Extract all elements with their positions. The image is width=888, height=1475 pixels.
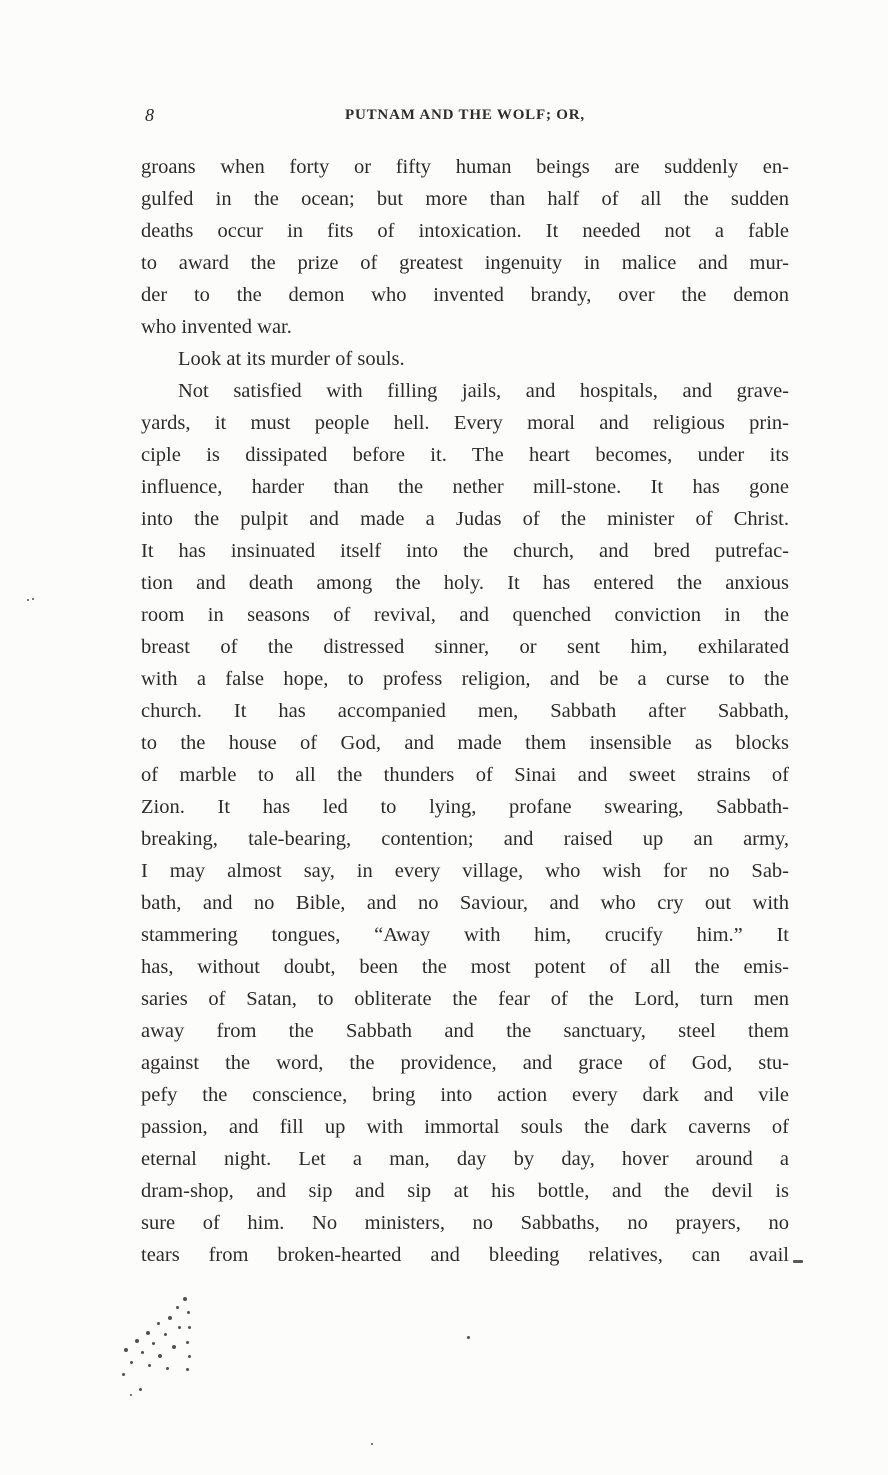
ink-speckle (183, 1297, 187, 1301)
ink-speckle (371, 1443, 373, 1445)
text-line: eternal night. Let a man, day by day, hover around a (141, 1148, 789, 1170)
ink-speckle (172, 1345, 176, 1349)
text-line: into the pulpit and made a Judas of the minister of Christ. (141, 508, 789, 530)
text-line: to the house of God, and made them insensible as blocks (141, 732, 789, 754)
ink-speckle (186, 1368, 189, 1371)
text-line: pefy the conscience, bring into action every dark and vile (141, 1084, 789, 1106)
ink-speckle (148, 1364, 151, 1367)
text-line: who invented war. (141, 316, 292, 338)
ink-speckle (467, 1336, 470, 1339)
text-line: groans when forty or fifty human beings are suddenly en- (141, 156, 789, 178)
running-title: PUTNAM AND THE WOLF; OR, (345, 107, 585, 123)
text-line: breaking, tale-bearing, contention; and raised up an army, (141, 828, 789, 850)
text-line: bath, and no Bible, and no Saviour, and who cry out with (141, 892, 789, 914)
ink-speckle (135, 1339, 139, 1343)
ink-speckle (188, 1326, 191, 1329)
body-text (141, 151, 789, 1271)
text-line: Look at its murder of souls. (178, 348, 405, 370)
ink-speckle (130, 1394, 132, 1396)
ink-speckle (158, 1354, 162, 1358)
text-line: of marble to all the thunders of Sinai and sweet strains of (141, 764, 789, 786)
text-line: has, without doubt, been the most potent of all the emis- (141, 956, 789, 978)
page-number: 8 (145, 105, 154, 125)
text-line: influence, harder than the nether mill-stone. It has gone (141, 476, 789, 498)
text-line: yards, it must people hell. Every moral and religious prin- (141, 412, 789, 434)
text-line: to award the prize of greatest ingenuity in malice and mur- (141, 252, 789, 274)
text-line: tears from broken-hearted and bleeding relatives, can avail (141, 1244, 789, 1266)
ink-dash (793, 1260, 803, 1263)
text-line: Zion. It has led to lying, profane swearing, Sabbath- (141, 796, 789, 818)
ink-speckle (27, 599, 29, 601)
ink-speckle (166, 1367, 169, 1370)
text-line: sure of him. No ministers, no Sabbaths, no prayers, no (141, 1212, 789, 1234)
text-line: breast of the distressed sinner, or sent him, exhilarated (141, 636, 789, 658)
text-line: ciple is dissipated before it. The heart becomes, under its (141, 444, 789, 466)
text-line: saries of Satan, to obliterate the fear of the Lord, turn men (141, 988, 789, 1010)
ink-speckle (139, 1388, 142, 1391)
ink-speckle (186, 1341, 189, 1344)
text-line: stammering tongues, “Away with him, crucify him.” It (141, 924, 789, 946)
ink-speckle (122, 1373, 125, 1376)
text-line: against the word, the providence, and grace of God, stu- (141, 1052, 789, 1074)
ink-speckle (187, 1311, 190, 1314)
ink-speckle (178, 1326, 181, 1329)
ink-speckle (168, 1316, 172, 1320)
ink-speckle (32, 598, 34, 600)
text-line: It has insinuated itself into the church, and bred putrefac- (141, 540, 789, 562)
text-line: der to the demon who invented brandy, over the demon (141, 284, 789, 306)
ink-speckle (146, 1331, 150, 1335)
text-line: Not satisfied with filling jails, and hospitals, and grave- (178, 380, 789, 402)
text-line: room in seasons of revival, and quenched conviction in the (141, 604, 789, 626)
text-line: tion and death among the holy. It has entered the anxious (141, 572, 789, 594)
text-line: with a false hope, to profess religion, and be a curse to the (141, 668, 789, 690)
text-line: passion, and fill up with immortal souls the dark caverns of (141, 1116, 789, 1138)
page-header (141, 104, 789, 130)
ink-speckle (164, 1333, 167, 1336)
ink-speckle (152, 1342, 155, 1345)
ink-speckle (141, 1351, 144, 1354)
text-line: dram-shop, and sip and sip at his bottle, and the devil is (141, 1180, 789, 1202)
ink-speckle (130, 1361, 133, 1364)
ink-speckle (188, 1355, 191, 1358)
ink-speckle (176, 1306, 179, 1309)
text-line: I may almost say, in every village, who wish for no Sab- (141, 860, 789, 882)
text-line: deaths occur in fits of intoxication. It needed not a fable (141, 220, 789, 242)
text-line: church. It has accompanied men, Sabbath after Sabbath, (141, 700, 789, 722)
text-line: gulfed in the ocean; but more than half of all the sudden (141, 188, 789, 210)
ink-speckle (157, 1322, 160, 1325)
text-line: away from the Sabbath and the sanctuary, steel them (141, 1020, 789, 1042)
ink-speckle (124, 1348, 128, 1352)
